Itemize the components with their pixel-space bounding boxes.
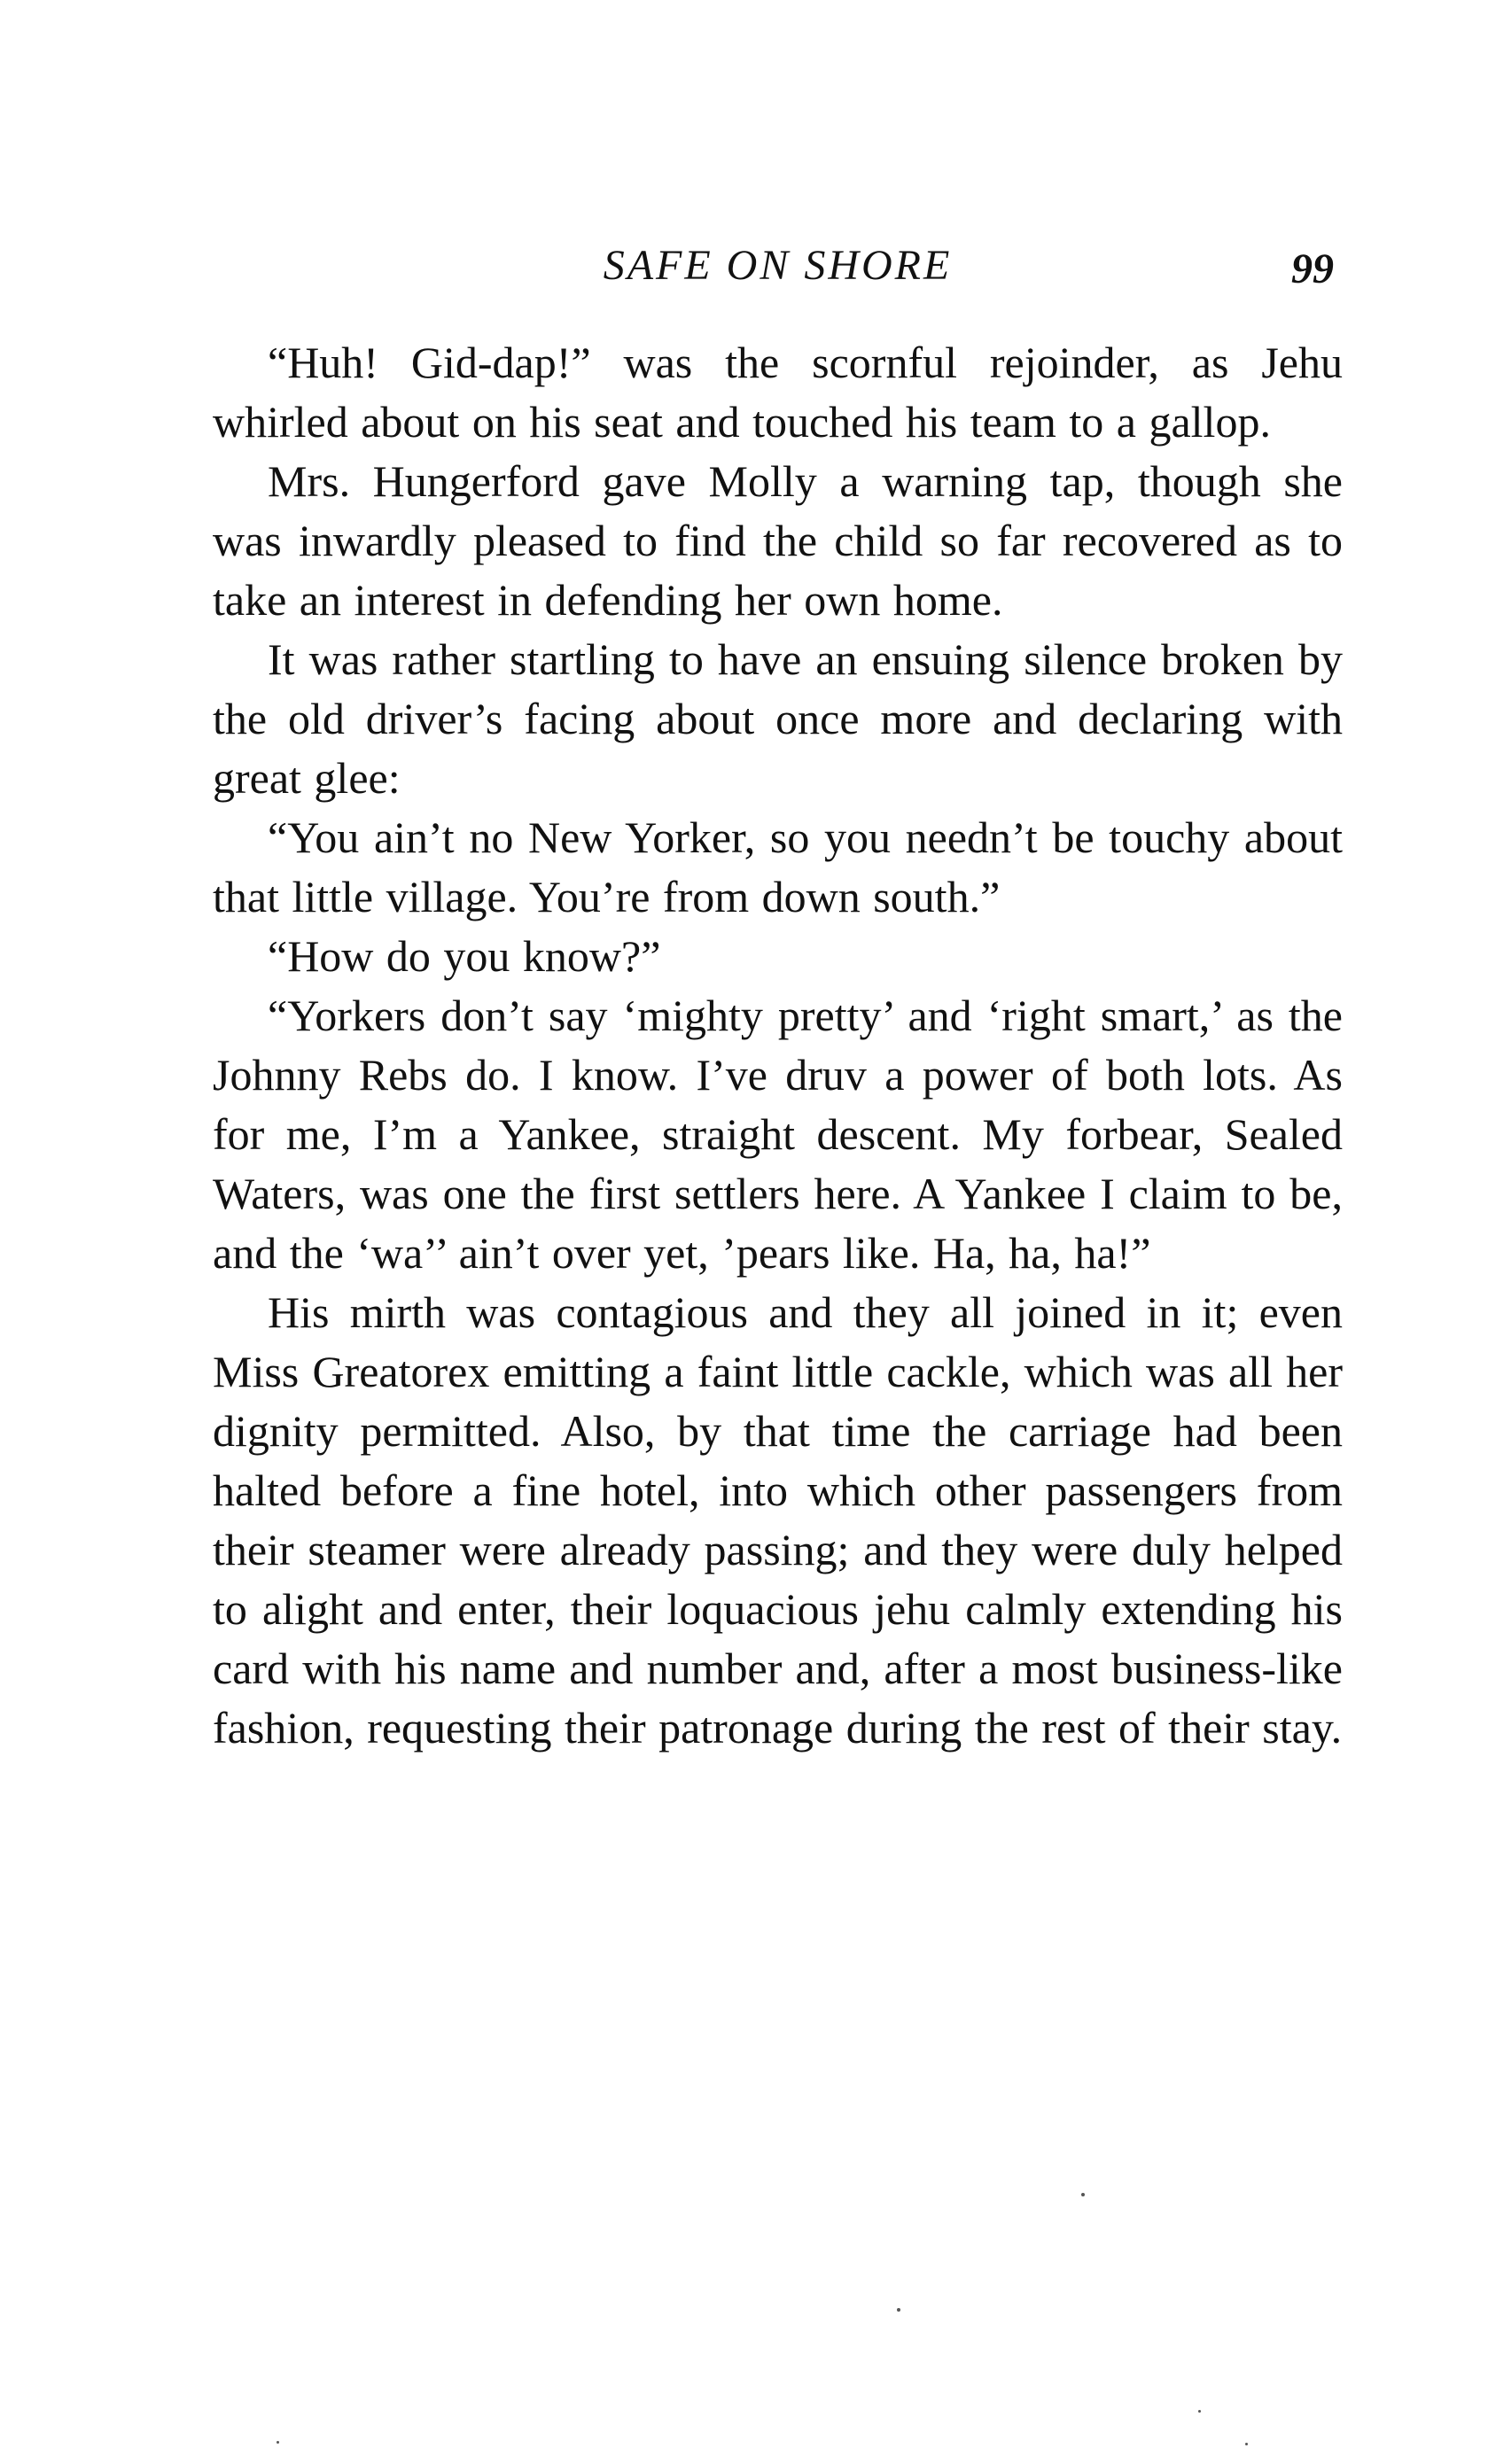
paragraph: Mrs. Hungerford gave Molly a warning tap, though she was inwardly pleased to find the child so far recovered as to take an interest in defending her own home. <box>213 456 1343 625</box>
print-speck <box>1198 2410 1201 2413</box>
print-speck <box>1245 2443 1248 2445</box>
running-title: SAFE ON SHORE <box>603 242 953 289</box>
body-text <box>213 333 1343 1758</box>
paragraph: His mirth was contagious and they all joined in it; even Miss Greatorex emitting a faint little cackle, which was all her dignity permitted. Also, by that time the carriage had been halted before a fine hotel, into which other passengers from their steamer were already passing; and they were duly helped to alight and enter, their loquacious jehu calmly extending his card with his name and number and, after a most business-like fashion, requesting their patronage during the rest of their stay. <box>213 1287 1343 1753</box>
paragraph: “You ain’t no New Yorker, so you needn’t be touchy about that little village. You’re from down south.” <box>213 812 1343 921</box>
page-number: 99 <box>1291 245 1334 292</box>
print-speck <box>277 2441 279 2444</box>
print-speck <box>1081 2193 1085 2196</box>
running-head <box>213 232 1343 303</box>
paragraph: It was rather startling to have an ensuing silence broken by the old driver’s facing about once more and declaring with great glee: <box>213 634 1343 803</box>
print-speck <box>897 2308 900 2312</box>
paragraph: “How do you know?” <box>268 931 661 981</box>
paragraph: “Yorkers don’t say ‘mighty pretty’ and ‘right smart,’ as the Johnny Rebs do. I know. I’ve druv a power of both lots. As for me, I’m a Yankee, straight descent. My forbear, Sealed Waters, was one the first settlers here. A Yankee I claim to be, and the ‘wa’’ ain’t over yet, ’pears like. Ha, ha, ha!” <box>213 991 1343 1278</box>
paragraph: “Huh! Gid-dap!” was the scornful rejoinder, as Jehu whirled about on his seat and touched his team to a gallop. <box>213 338 1343 447</box>
